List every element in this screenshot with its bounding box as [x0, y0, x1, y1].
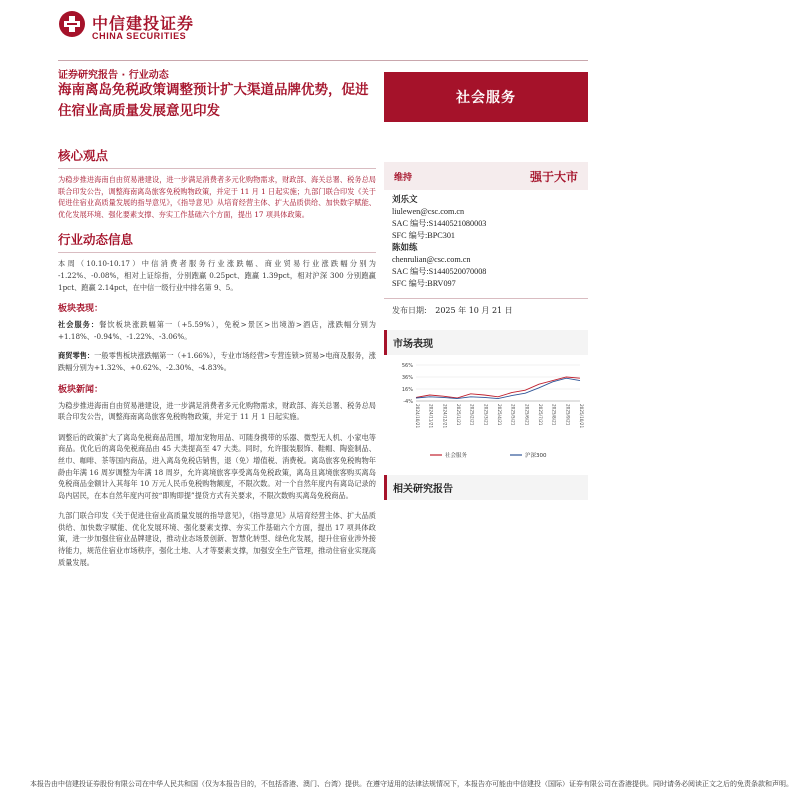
publish-date: [384, 298, 588, 322]
chart-legend-label: 沪深300: [525, 453, 547, 459]
sector-perf-heading: 板块表现：: [58, 304, 104, 315]
chart-x-tick-label: 2024/12/21: [442, 404, 448, 429]
analyst-sfc: SFC 编号:BRV097: [392, 279, 456, 288]
chart-x-tick-label: 2025/5/21: [510, 404, 516, 426]
footer-disclaimer: 本报告由中信建投证券股份有限公司在中华人民共和国（仅为本报告目的，不包括香港、澳门、台湾）提供。在遵守适用的法律法规情况下，本报告亦可能由中信建投（国际）证券有限公司在香港提供。同时请务必阅读正文之后的免责条款和声明。: [30, 780, 793, 788]
analyst-sac: SAC 编号:S1440520070008: [392, 267, 487, 276]
analyst-name: 刘乐文: [392, 195, 418, 205]
news-paragraph: 为稳步推进海南自由贸易港建设，进一步满足消费者多元化购物需求，财政部、海关总署、税务总局联合印发公告，调整海南离岛旅客免税购物政策，并定于 11 月 1 日起实施。: [58, 400, 376, 422]
related-heading: 相关研究报告: [384, 475, 588, 500]
chart-x-tick-label: 2024/11/21: [428, 404, 434, 429]
news-paragraph: 九部门联合印发《关于促进住宿业高质量发展的指导意见》，《指导意见》从培育经营主体、扩大品质供给、加快数字赋能、优化发展环境、强化要素支撑、夯实工作基础六个方面，提出 17 项具体政策，进一步加强住宿业品牌建设，推动业态场景创新、智慧化转型、绿色化发展，提升住宿业涉外接待能力，规范住宿业市场秩序，强化土地、人才等要素支撑，加强安全生产管理，推动住宿业实现高质量发展。: [58, 511, 376, 567]
publish-date-value: 2025 年 10 月 21 日: [435, 306, 513, 315]
sector-perf-item: [58, 319, 376, 342]
sector-perf-lead: 社会服务：: [58, 320, 100, 330]
header-divider: [58, 60, 588, 61]
related-section: [384, 475, 588, 500]
core-text: 为稳步推进海南自由贸易港建设，进一步满足消费者多元化购物需求，财政部、海关总署、税务总局联合印发公告，调整海南离岛旅客免税购物政策，并定于 11 月 1 日起实施；九部门联合印发《关于促进住宿业高质量发展的指导意见》，《指导意见》从培育经营主体、扩大品质供给、加快数字赋能、优化发展环境、强化要素支撑、夯实工作基础六个方面，提出 17 项具体政策。: [58, 175, 376, 219]
chart-y-tick-label: 56%: [401, 363, 413, 369]
analyst-list: [384, 190, 588, 294]
market-heading: 市场表现: [384, 330, 588, 355]
analyst-card: [392, 242, 580, 290]
news-paragraph: 调整后的政策扩大了离岛免税商品范围，增加宠物用品、可随身携带的乐器、微型无人机、小家电等商品。优化后的离岛免税商品由 45 大类提高至 47 大类。同时，允许服装服饰、鞋帽、陶瓷制品、丝巾、咖啡、茶等国内商品，进入离岛免税店销售，退（免）增值税、消费税。离岛旅客免税购物年龄由年满 16 周岁调整为年满 18 周岁，允许离境旅客享受离岛免税政策，离岛且离境旅客购买离岛免税商品金额计入其每年 10 万元人民币免税购物额度，不限次数。对一个自然年度内有离岛记录的岛内居民，在本自然年度内可按“即购即提”提货方式有关要求，不限次数购买离岛免税商品。: [58, 432, 376, 500]
company-logo-icon: [58, 10, 86, 38]
report-category: 证券研究报告 · 行业动态: [58, 70, 169, 81]
chart-x-tick-label: 2025/2/21: [469, 404, 475, 426]
chart-x-tick-label: 2025/4/21: [497, 404, 502, 426]
sector-perf-lead: 商贸零售：: [58, 351, 95, 361]
analyst-sfc: SFC 编号:BPC301: [392, 231, 456, 240]
news-heading: 板块新闻：: [58, 384, 104, 395]
sector-perf-item: [58, 350, 376, 373]
analyst-name: 陈如练: [392, 243, 418, 253]
rating-label: 维持: [394, 172, 413, 183]
market-chart-svg: [384, 359, 588, 463]
market-chart: [384, 359, 588, 463]
analyst-card: [392, 194, 580, 242]
chart-x-tick-label: 2025/8/21: [551, 404, 557, 426]
industry-text: 本周（10.10-10.17）中信消费者服务行业涨跌幅、商业贸易行业涨跌幅分别为 -1.22%、-0.08%，相对上证综指，分别跑赢 0.25pct、跑赢 1.39pct，相对沪深 300 分别跑赢 1pct、跑赢 2.14pct，在中信一级行业中排名第 9、5。: [58, 259, 376, 292]
market-section: [384, 330, 588, 463]
chart-series-line: [416, 377, 580, 398]
company-name-cn: 中信建投证券: [92, 14, 195, 33]
report-title: 海南离岛免税政策调整预计扩大渠道品牌优势，促进住宿业高质量发展意见印发: [58, 82, 369, 119]
sector-perf-text: 餐饮板块涨跌幅第一（+5.59%），免税>景区>出境游>酒店，涨跌幅分别为+1.18%、-0.94%、-1.22%、-3.06%。: [58, 320, 376, 341]
industry-heading: 行业动态信息: [58, 230, 376, 253]
chart-x-tick-label: 2025/1/21: [456, 404, 461, 426]
chart-legend-label: 社会服务: [445, 453, 468, 459]
chart-x-tick-label: 2025/9/21: [565, 404, 571, 426]
analyst-email[interactable]: chenrulian@csc.com.cn: [392, 255, 471, 264]
main-column: [58, 146, 376, 568]
sector-perf-text: 一般零售板块涨跌幅第一（+1.66%），专业市场经营>专营连锁>贸易>电商及服务，涨跌幅分别为+1.32%、+0.62%、-2.30%、-4.83%。: [58, 351, 376, 372]
chart-x-tick-label: 2025/7/21: [538, 404, 543, 426]
rating-bar: [384, 162, 588, 190]
sector-badge: 社会服务: [384, 72, 588, 122]
analyst-sac: SAC 编号:S1440521080003: [392, 219, 487, 228]
company-logo: [58, 8, 218, 48]
publish-date-label: 发布日期:: [392, 306, 427, 315]
core-heading: 核心观点: [58, 146, 376, 169]
chart-y-tick-label: 36%: [401, 375, 413, 381]
chart-x-tick-label: 2025/10/21: [579, 404, 584, 429]
chart-y-tick-label: 16%: [401, 387, 413, 393]
analyst-email[interactable]: liulewen@csc.com.cn: [392, 207, 465, 216]
company-name-en: CHINA SECURITIES: [92, 31, 187, 41]
chart-x-tick-label: 2025/3/21: [483, 404, 489, 426]
chart-x-tick-label: 2024/10/21: [415, 404, 420, 429]
side-column: [384, 162, 588, 500]
chart-y-tick-label: -4%: [403, 399, 413, 405]
chart-x-tick-label: 2025/6/21: [524, 404, 530, 426]
rating-value: 强于大市: [529, 169, 578, 184]
